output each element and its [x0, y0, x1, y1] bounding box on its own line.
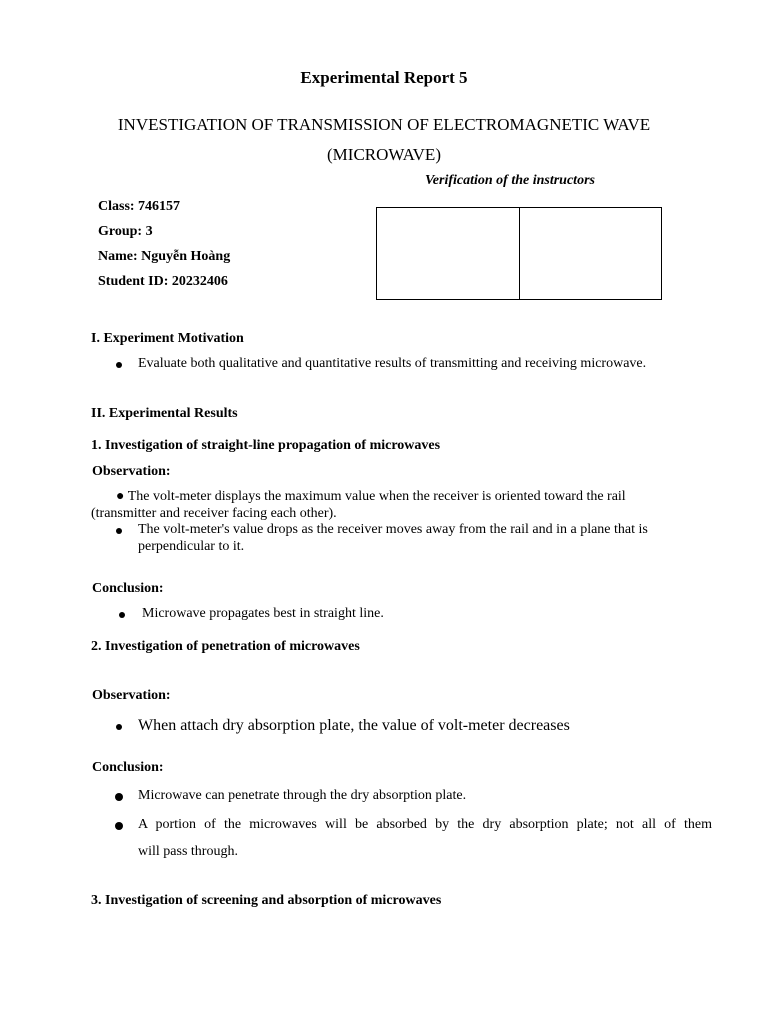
motivation-bullet: Evaluate both qualitative and quantitative results of transmitting and receiving microwave. [138, 356, 647, 371]
verification-signature-box [376, 207, 662, 300]
group-field: Group: 3 [98, 224, 153, 239]
signature-cell-left [377, 208, 519, 299]
report-subtitle-line2: (MICROWAVE) [327, 145, 441, 164]
bullet-icon [116, 362, 122, 368]
bullet-icon [116, 724, 122, 730]
student-id-field: Student ID: 20232406 [98, 274, 228, 289]
subsection-1-observation-1-line1: ● The volt-meter displays the maximum value when the receiver is oriented toward the rail [116, 489, 626, 504]
subsection-2-conclusion-1: Microwave can penetrate through the dry absorption plate. [138, 788, 467, 803]
subsection-2-conclusion-label: Conclusion: [92, 760, 164, 775]
section-motivation-heading: I. Experiment Motivation [91, 331, 244, 346]
verification-label: Verification of the instructors [425, 173, 595, 188]
subsection-2-conclusion-2-line2: will pass through. [138, 844, 238, 859]
subsection-1-heading: 1. Investigation of straight-line propagation of microwaves [91, 438, 441, 453]
report-subtitle-line1: INVESTIGATION OF TRANSMISSION OF ELECTROMAGNETIC WAVE [117, 115, 651, 134]
subsection-2-heading: 2. Investigation of penetration of microwaves [91, 639, 360, 654]
subsection-1-observation-1-line2: (transmitter and receiver facing each other). [91, 506, 337, 521]
bullet-icon [115, 822, 123, 830]
subsection-2-observation: When attach dry absorption plate, the value of volt-meter decreases [138, 717, 570, 734]
class-field: Class: 746157 [98, 199, 181, 214]
section-results-heading: II. Experimental Results [91, 406, 238, 421]
bullet-icon [116, 528, 122, 534]
subsection-2-conclusion-2-line1: A portion of the microwaves will be absorbed by the dry absorption plate; not all of them [138, 817, 712, 832]
bullet-icon [119, 612, 125, 618]
subsection-1-conclusion-label: Conclusion: [92, 581, 164, 596]
bullet-icon [115, 793, 123, 801]
subsection-1-observation-2-line2: perpendicular to it. [138, 539, 245, 554]
subsection-1-observation-label: Observation: [92, 464, 171, 479]
name-field: Name: Nguyễn Hoàng [98, 249, 231, 264]
report-title: Experimental Report 5 [300, 68, 468, 87]
signature-cell-right [519, 208, 662, 299]
subsection-2-observation-label: Observation: [92, 688, 171, 703]
subsection-1-conclusion: Microwave propagates best in straight line. [142, 606, 384, 621]
subsection-3-heading: 3. Investigation of screening and absorption of microwaves [91, 893, 442, 908]
subsection-1-observation-2-line1: The volt-meter's value drops as the receiver moves away from the rail and in a plane that is [138, 522, 648, 537]
